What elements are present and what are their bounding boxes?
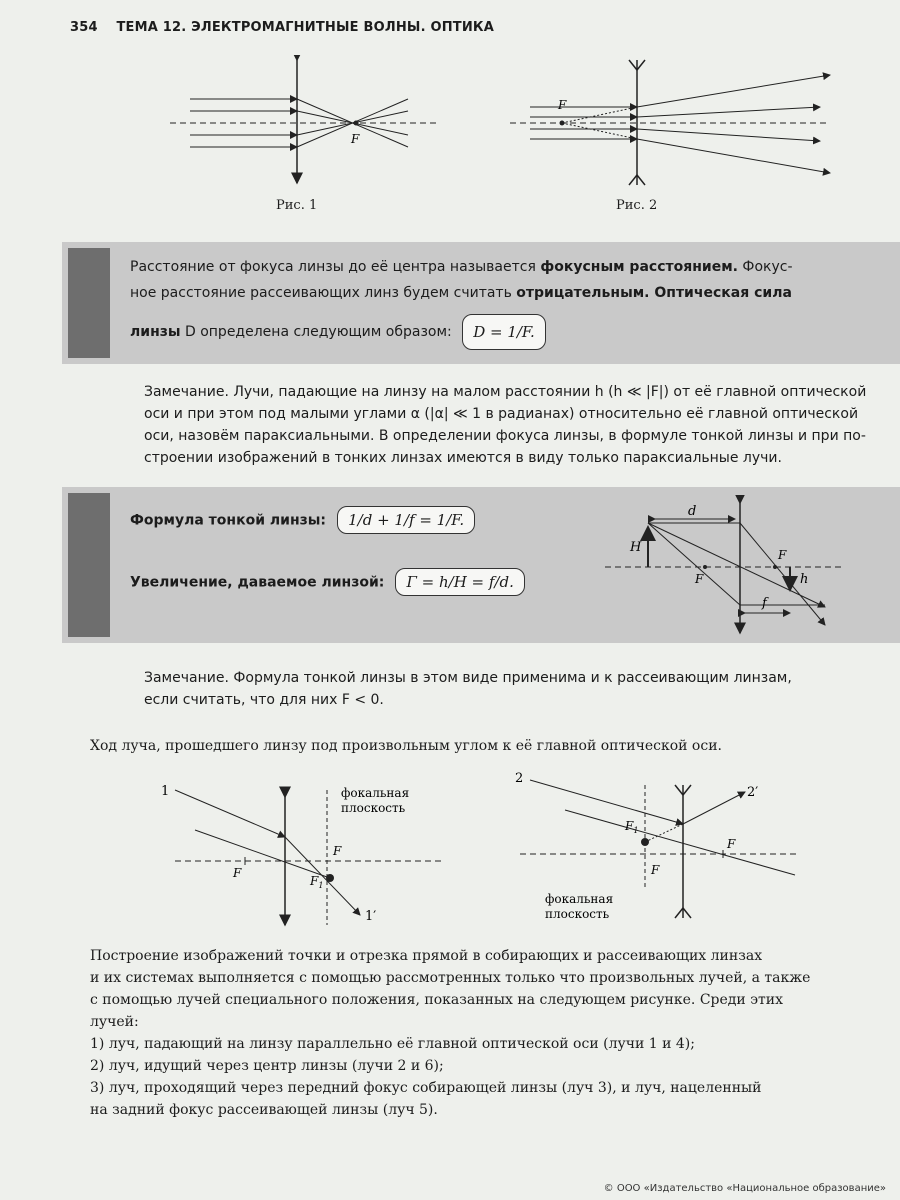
label-F-left: F xyxy=(695,572,704,586)
label-F1: $F_1$ xyxy=(310,874,324,890)
figure-1-caption: Рис. 1 xyxy=(276,198,318,213)
focal-plane-label-2: плоскость xyxy=(341,801,406,815)
def-term-focal-length: фокусным расстоянием. xyxy=(540,259,738,275)
label-h: h xyxy=(800,572,809,587)
remark1-line: Замечание. Лучи, падающие на линзу на малом расстоянии h (h ≪ |F|) от её главной оптической xyxy=(144,384,867,400)
figure-2-caption: Рис. 2 xyxy=(616,198,658,213)
construction-item: 3) луч, проходящий через передний фокус собирающей линзы (луч 3), и луч, нацеленный xyxy=(90,1080,762,1096)
construction-item: на задний фокус рассеивающей линзы (луч 5). xyxy=(90,1102,438,1118)
figure-1-converging-lens xyxy=(160,55,450,195)
focal-plane-label-1-right: фокальная xyxy=(545,892,614,906)
remark2-line: Замечание. Формула тонкой линзы в этом виде применима и к рассеивающим линзам, xyxy=(144,670,792,686)
formula-side-bar xyxy=(68,493,110,637)
def-line3-b: D определена следующим образом: xyxy=(180,324,452,340)
def-line2-a: ное расстояние рассеивающих линз будем считать xyxy=(130,285,517,301)
magnification-label: Увеличение, даваемое линзой: xyxy=(130,574,385,591)
ray-1-out-label: 1′ xyxy=(365,909,377,924)
construction-line: лучей: xyxy=(90,1014,139,1030)
page-number: 354 xyxy=(70,20,98,35)
publisher-footer: © ООО «Издательство «Национальное образование» xyxy=(603,1183,886,1194)
definition-side-bar xyxy=(68,248,110,358)
label-H: H xyxy=(630,540,642,555)
def-term-negative: отрицательным. Оптическая сила xyxy=(516,285,792,301)
focus-label: F xyxy=(351,132,360,146)
construction-line: с помощью лучей специального положения, показанных на следующем рисунке. Среди этих xyxy=(90,992,783,1008)
label-F1-right: $F_1$ xyxy=(625,819,639,835)
label-F-under: F xyxy=(651,863,660,877)
remark1-line: строении изображений в тонких линзах имеются в виду только параксиальные лучи. xyxy=(144,450,782,466)
chapter-title: ТЕМА 12. ЭЛЕКТРОМАГНИТНЫЕ ВОЛНЫ. ОПТИКА xyxy=(116,20,495,35)
construction-item: 1) луч, падающий на линзу параллельно её главной оптической оси (лучи 1 и 4); xyxy=(90,1036,695,1052)
magnification-row xyxy=(130,568,525,596)
focus-label-2: F xyxy=(558,98,567,112)
def-term-lens: линзы xyxy=(130,324,181,340)
optical-power-formula: D = 1/F. xyxy=(462,314,546,350)
focal-plane-label-1: фокальная xyxy=(341,786,410,800)
remark-diverging xyxy=(144,667,896,711)
label-F-top: F xyxy=(333,844,342,858)
def-line1-b: Фокус- xyxy=(737,259,793,275)
label-d: d xyxy=(688,504,697,519)
thin-lens-formula: 1/d + 1/f = 1/F. xyxy=(337,506,475,534)
magnification-formula: Γ = h/H = f/d. xyxy=(395,568,524,596)
remark-paraxial xyxy=(144,381,896,469)
ray-1-label: 1 xyxy=(161,784,170,799)
ray-diagram-converging xyxy=(155,775,455,945)
thin-lens-diagram xyxy=(600,495,850,640)
remark2-line: если считать, что для них F < 0. xyxy=(144,692,384,708)
thin-lens-row xyxy=(130,506,475,534)
construction-paragraph xyxy=(90,945,880,1121)
construction-line: Построение изображений точки и отрезка прямой в собирающих и рассеивающих линзах xyxy=(90,948,763,964)
page-header xyxy=(70,20,494,35)
definition-text xyxy=(130,254,890,350)
ray-2-out-label: 2′ xyxy=(747,785,759,800)
ray-diagram-diverging xyxy=(505,770,805,930)
label-F-left: F xyxy=(233,866,242,880)
figure-2-diverging-lens xyxy=(500,55,840,195)
focal-plane-label-2-right: плоскость xyxy=(545,907,610,921)
label-F-right: F xyxy=(727,837,736,851)
remark1-line: оси, назовём параксиальными. В определении фокуса линзы, в формуле тонкой линзы и при по- xyxy=(144,428,866,444)
construction-line: и их системах выполняется с помощью рассмотренных только что произвольных лучей, а также xyxy=(90,970,811,986)
thin-lens-label: Формула тонкой линзы: xyxy=(130,512,327,529)
label-f: f xyxy=(762,596,767,611)
ray-2-label: 2 xyxy=(515,771,524,786)
def-line1-a: Расстояние от фокуса линзы до её центра называется xyxy=(130,259,541,275)
construction-item: 2) луч, идущий через центр линзы (лучи 2 и 6); xyxy=(90,1058,444,1074)
ray-heading: Ход луча, прошедшего линзу под произвольным углом к её главной оптической оси. xyxy=(90,738,722,754)
remark1-line: оси и при этом под малыми углами α (|α| ≪ 1 в радианах) относительно её главной оптической xyxy=(144,406,859,422)
label-F-right: F xyxy=(778,548,787,562)
